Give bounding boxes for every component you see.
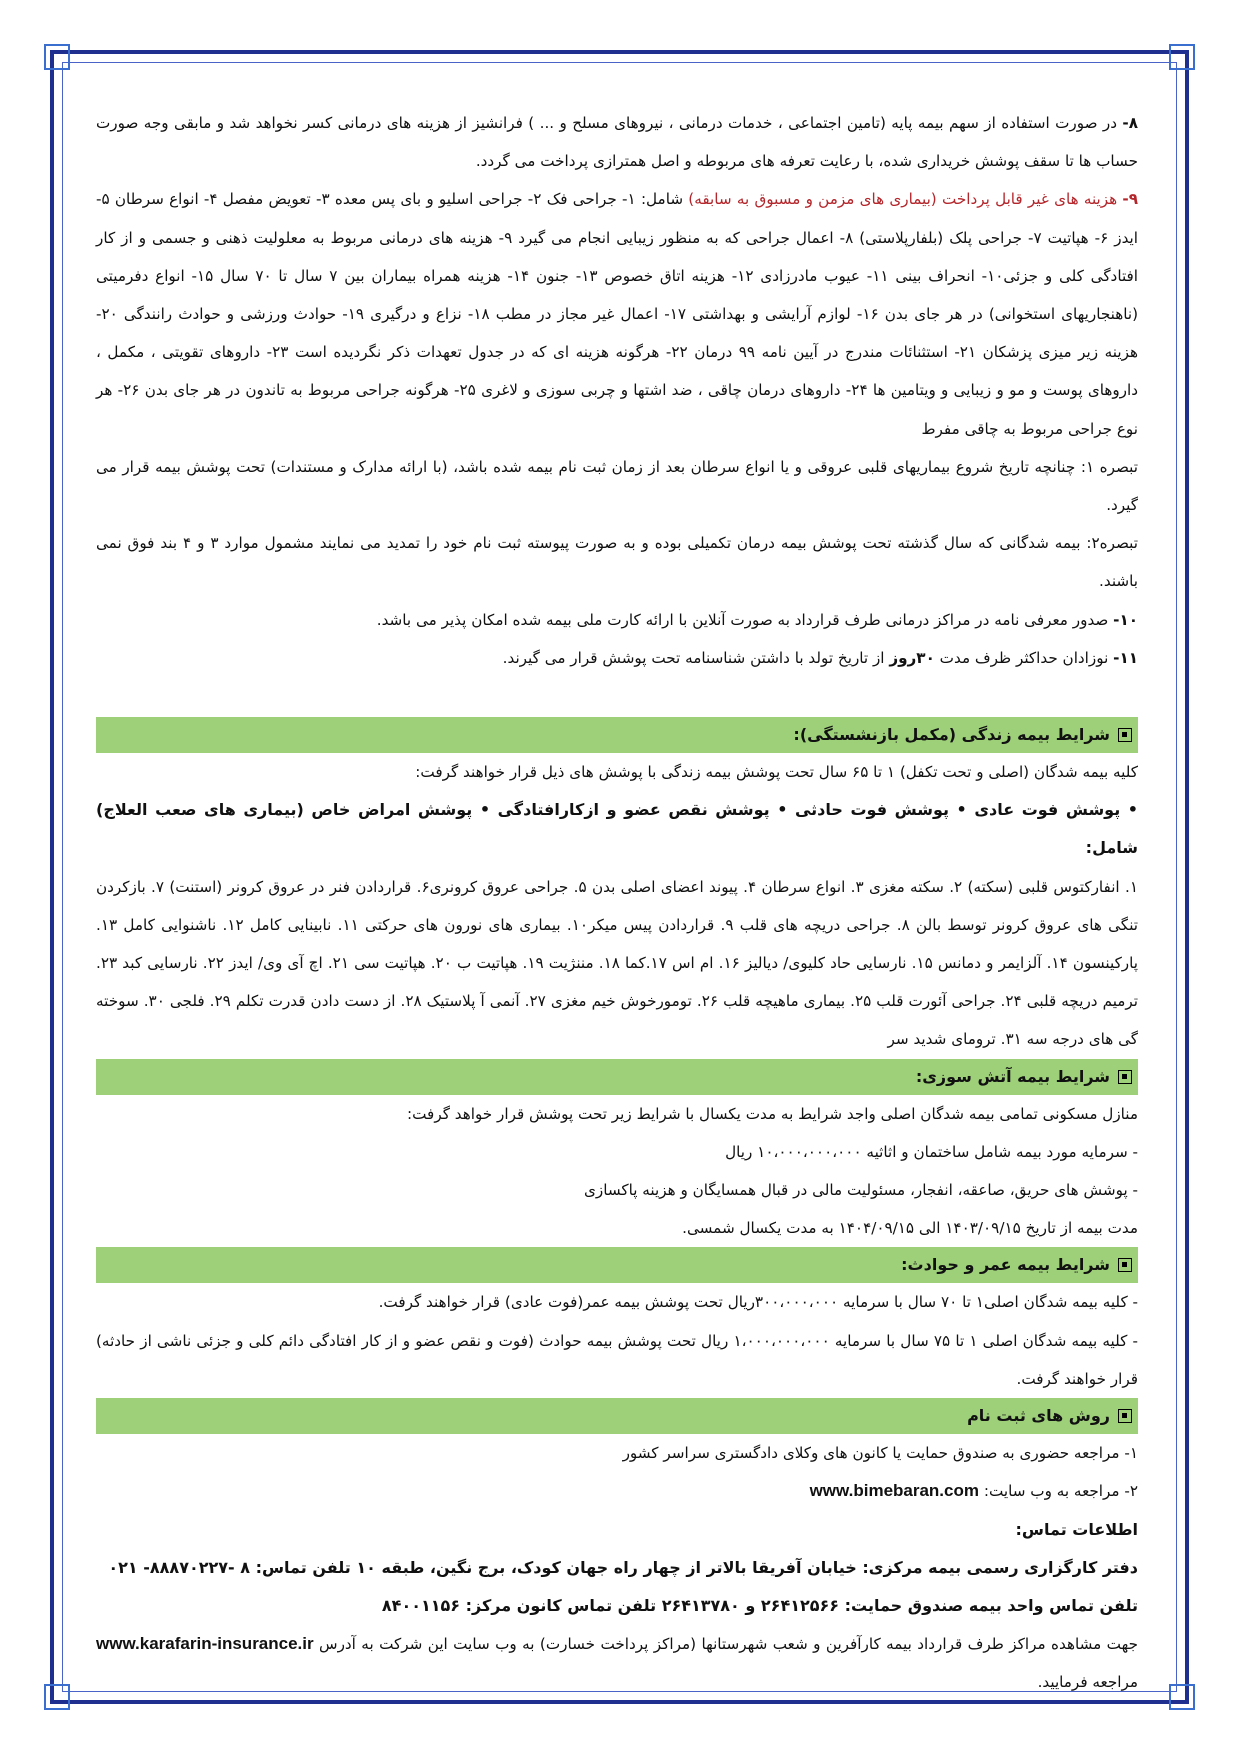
note-2: تبصره۲: بیمه شدگانی که سال گذشته تحت پوشش بیمه درمان تکمیلی بوده و به صورت پیوسته ثبت نام خود را تمدید می نمایند مشمول موارد ۳ و ۴ بند فوق نمی باشند. <box>96 534 1138 591</box>
accident-section-heading: شرایط بیمه عمر و حوادث: <box>96 1247 1138 1283</box>
contact-line-2: تلفن تماس واحد بیمه صندوق حمایت: ۲۶۴۱۲۵۶۶ و ۲۶۴۱۳۷۸۰ تلفن تماس کانون مرکز: ۸۴۰۰۱۱۵۶ <box>381 1595 1138 1615</box>
life-diseases: ۱. انفارکتوس قلبی (سکته) ۲. سکته مغزی ۳. انواع سرطان ۴. پیوند اعضای اصلی بدن ۵. جراحی عروق کرونری۶. قراردادن فنر در عروق کرونر (استنت) ۷. بازکردن تنگی های عروق کرونر توسط بالن ۸. جراحی دریچه های قلب ۹. قراردادن پیس میکر۱۰. بیماری های نورون های حرکتی ۱۱. نابینایی کامل ۱۲. ناشنوایی کامل ۱۳. پارکینسون ۱۴. آلزایمر و دمانس ۱۵. نارسایی حاد کلیوی/ دیالیز ۱۶. ام اس ۱۷.کما ۱۸. مننژیت ۱۹. هپاتیت ب ۲۰. هپاتیت سی ۲۱. اچ آی وی/ ایدز ۲۲. نارسایی کبد ۲۳. ترمیم دریچه قلبی ۲۴. جراحی آئورت قلب ۲۵. بیماری ماهیچه قلب ۲۶. تومورخوش خیم مغزی ۲۷. آنمی آ پلاستیک ۲۸. از دست دادن قدرت تکلم ۲۹. فلجی ۳۰. سوخته گی های درجه سه ۳۱. ترومای شدید سر <box>96 877 1139 1049</box>
corner-ornament <box>1169 44 1195 70</box>
checkbox-square-icon <box>1118 728 1132 742</box>
document-body <box>96 104 1138 1702</box>
accident-line-1: - کلیه بیمه شدگان اصلی۱ تا ۷۰ سال با سرمایه ۳۰۰،۰۰۰،۰۰۰ریال تحت پوشش بیمه عمر(فوت عادی) قرار خواهند گرفت. <box>378 1293 1138 1312</box>
corner-ornament <box>44 44 70 70</box>
contact-line-1: دفتر کارگزاری رسمی بیمه مرکزی: خیابان آفریقا بالاتر از چهار راه جهان کودک، برج نگین، طبقه ۱۰ تلفن تماس: ۸ -۸۸۸۷۰۲۲۷- ۰۲۱ <box>108 1557 1138 1577</box>
clause-11: ۱۱- نوزادان حداکثر ظرف مدت ۳۰روز از تاریخ تولد با داشتن شناسنامه تحت پوشش قرار می گیرند. <box>502 648 1138 667</box>
website-link[interactable]: www.bimebaran.com <box>809 1481 979 1501</box>
clause-10: ۱۰- صدور معرفی نامه در مراکز درمانی طرف قرارداد به صورت آنلاین با ارائه کارت ملی بیمه شده امکان پذیر می باشد. <box>376 610 1138 629</box>
corner-ornament <box>44 1684 70 1710</box>
corner-ornament <box>1169 1684 1195 1710</box>
fire-intro: منازل مسکونی تمامی بیمه شدگان اصلی واجد شرایط به مدت یکسال با شرایط زیر تحت پوشش قرار خواهد گرفت: <box>407 1104 1138 1123</box>
checkbox-square-icon <box>1118 1070 1132 1084</box>
note-1: تبصره ۱: چنانچه تاریخ شروع بیماریهای قلبی عروقی و یا انواع سرطان بعد از زمان ثبت نام بیمه شده باشد، (با ارائه مدارک و مستندات) تحت پوشش بیمه قرار می گیرد. <box>96 457 1138 515</box>
life-intro: کلیه بیمه شدگان (اصلی و تحت تکفل) ۱ تا ۶۵ سال تحت پوشش بیمه زندگی با پوشش های ذیل قرار خواهند گرفت: <box>415 763 1138 782</box>
spacer <box>96 677 1138 717</box>
clause-9: ۹- هزینه های غیر قابل پرداخت (بیماری های مزمن و مسبوق به سابقه) شامل: ۱- جراحی فک ۲- جراحی اسلیو و بای پس معده ۳- تعویض مفصل ۴- انواع سرطان ۵- ایدز ۶- هپاتیت ۷- جراحی پلک (بلفارپلاستی) ۸- اعمال جراحی که به منظور زیبایی انجام می گیرد ۹- هزینه های درمانی مربوط به معلولیت ذهنی و جسمی و از کار افتادگی کلی و جزئی۱۰- انحراف بینی ۱۱- عیوب مادرزادی ۱۲- هزینه اتاق خصوص ۱۳- جنون ۱۴- هزینه همراه بیماران بین ۷ سال تا ۷۰ سال ۱۵- انواع دفرمیتی (ناهنجاریهای استخوانی) در هر جای بدن ۱۶- لوازم آرایشی و بهداشتی ۱۷- اعمال غیر مجاز در مطب ۱۸- نزاع و درگیری ۱۹- حوادث ورزشی و حوادث رانندگی ۲۰- هزینه زیر میزی پزشکان ۲۱- استثنائات مندرج در آیین نامه ۹۹ درمان ۲۲- هرگونه هزینه ای که در جدول تعهدات ذکر نگردیده است ۲۳- داروهای تقویتی ، مکمل ، داروهای پوست و مو و زیبایی و ویتامین ها ۲۴- داروهای درمان چاقی ، ضد اشتها و چربی سوزی و لاغری ۲۵- هرگونه جراحی مربوط به تاندون در هر جای بدن ۲۶- هر نوع جراحی مربوط به چاقی مفرط <box>96 190 1139 438</box>
contact-line-3: جهت مشاهده مراکز طرف قرارداد بیمه کارآفرین و شعب شهرستانها (مراکز پرداخت خسارت) به وب سایت این شرکت به آدرس www.karafarin-insurance.ir مراجعه فرمایید. <box>96 1634 1138 1692</box>
accident-line-2: - کلیه بیمه شدگان اصلی ۱ تا ۷۵ سال با سرمایه ۱،۰۰۰،۰۰۰،۰۰۰ ریال تحت پوشش بیمه حوادث (فوت و نقص عضو و از کار افتادگی دائم کلی و جزئی ناشی از حادثه) قرار خواهند گرفت. <box>96 1331 1138 1388</box>
register-line-2: ۲- مراجعه به وب سایت: www.bimebaran.com <box>809 1481 1138 1501</box>
life-coverages: • پوشش فوت عادی • پوشش فوت حادثی • پوشش نقص عضو و ازکارافتادگی • پوشش امراض خاص (بیماری های صعب العلاج) شامل: <box>96 800 1138 858</box>
checkbox-square-icon <box>1118 1258 1132 1272</box>
register-section-heading: روش های ثبت نام <box>96 1398 1138 1434</box>
fire-line-2: - پوشش های حریق، صاعقه، انفجار، مسئولیت مالی در قبال همسایگان و هزینه پاکسازی <box>583 1181 1138 1200</box>
checkbox-square-icon <box>1118 1409 1132 1423</box>
contact-heading: اطلاعات تماس: <box>1015 1519 1138 1539</box>
website-link[interactable]: www.karafarin-insurance.ir <box>96 1634 314 1654</box>
fire-line-1: - سرمایه مورد بیمه شامل ساختمان و اثاثیه ۱۰،۰۰۰،۰۰۰،۰۰۰ ریال <box>725 1142 1138 1161</box>
fire-section-heading: شرایط بیمه آتش سوزی: <box>96 1059 1138 1095</box>
fire-line-3: مدت بیمه از تاریخ ۱۴۰۳/۰۹/۱۵ الی ۱۴۰۴/۰۹/۱۵ به مدت یکسال شمسی. <box>682 1219 1138 1238</box>
register-line-1: ۱- مراجعه حضوری به صندوق حمایت یا کانون های وکلای دادگستری سراسر کشور <box>622 1444 1138 1463</box>
clause-8: ۸- در صورت استفاده از سهم بیمه پایه (تامین اجتماعی ، خدمات درمانی ، نیروهای مسلح و ... ) فرانشیز از هزینه های درمانی کسر نخواهد شد و مابقی وجه صورت حساب ها تا سقف پوشش خریداری شده، با رعایت تعرفه های مربوطه و اصل همترازی پرداخت می گردد. <box>96 114 1138 171</box>
life-section-heading: شرایط بیمه زندگی (مکمل بازنشستگی): <box>96 717 1138 753</box>
